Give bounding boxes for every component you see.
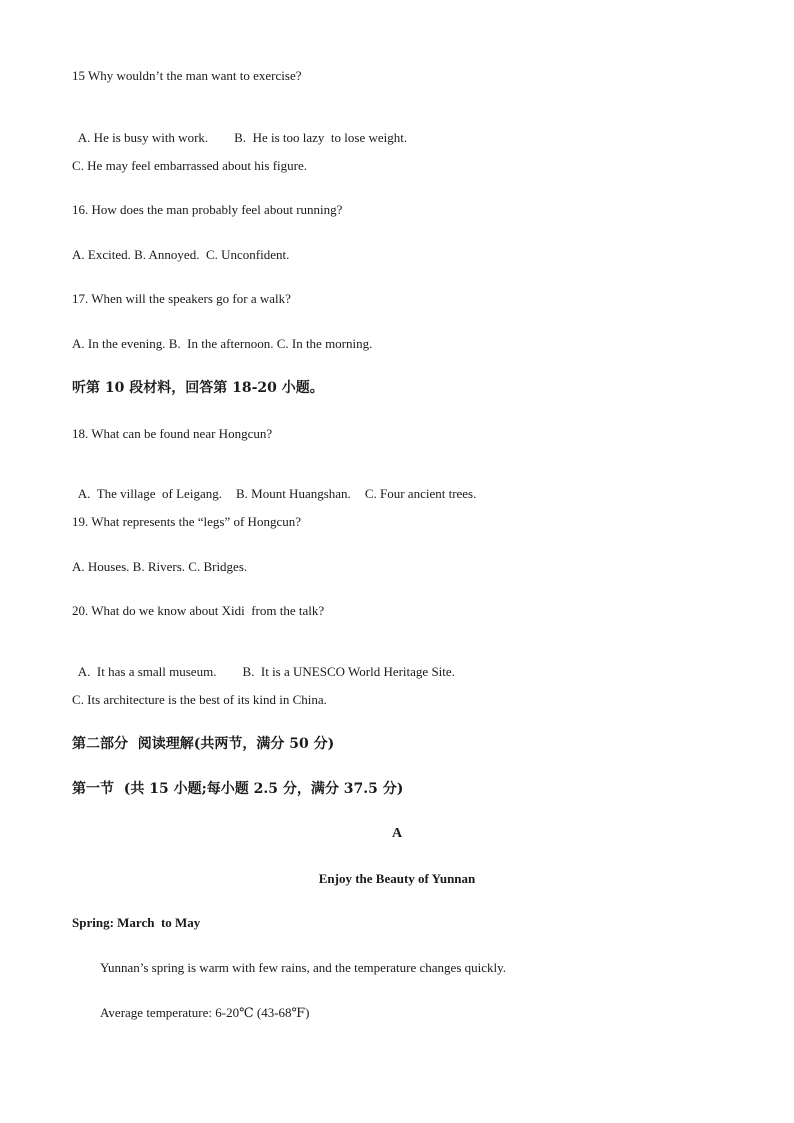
q20-option-b: B. It is a UNESCO World Heritage Site. (242, 664, 455, 679)
q20-option-c: C. Its architecture is the best of its kind in China. (72, 692, 327, 707)
q15-options-ab (72, 114, 407, 146)
q18-option-b: B. Mount Huangshan. (235, 486, 351, 501)
q20-options-ab (72, 648, 455, 680)
passage-average-temperature: Average temperature: 6-20℃ (43-68℉) (100, 1005, 310, 1020)
q15-option-b: B. He is too lazy to lose weight. (234, 130, 408, 145)
q16-stem: 16. How does the man probably feel about running? (72, 202, 343, 217)
q20-option-a: A. It has a small museum. (77, 664, 217, 679)
q18-stem: 18. What can be found near Hongcun? (72, 426, 273, 441)
part2-heading: 第二部分 阅读理解(共两节，满分 50 分) (72, 736, 335, 752)
passage-title: Enjoy the Beauty of Yunnan (318, 871, 476, 886)
q18-option-c: C. Four ancient trees. (364, 486, 477, 501)
q15-option-a: A. He is busy with work. (77, 130, 209, 145)
q17-stem: 17. When will the speakers go for a walk? (72, 291, 291, 306)
q19-options: A. Houses. B. Rivers. C. Bridges. (72, 559, 248, 574)
section10-heading: 听第 10 段材料，回答第 18-20 小题。 (72, 380, 324, 396)
q19-stem: 19. What represents the “legs” of Hongcun? (72, 514, 301, 529)
passage-letter: A (391, 826, 403, 841)
passage-paragraph: Yunnan’s spring is warm with few rains, and the temperature changes quickly. (100, 960, 507, 975)
q15-stem: 15 Why wouldn’t the man want to exercise? (72, 68, 302, 83)
q17-options: A. In the evening. B. In the afternoon. C. In the morning. (72, 336, 373, 351)
q20-stem: 20. What do we know about Xidi from the talk? (72, 603, 325, 618)
q16-options: A. Excited. B. Annoyed. C. Unconfident. (72, 247, 290, 262)
q18-options (72, 470, 476, 502)
passage-subheading: Spring: March to May (72, 915, 201, 930)
section1-heading: 第一节 (共 15 小题;每小题 2.5 分，满分 37.5 分) (72, 781, 404, 797)
q18-option-a: A. The village of Leigang. (77, 486, 222, 501)
q15-option-c: C. He may feel embarrassed about his figure. (72, 158, 308, 173)
